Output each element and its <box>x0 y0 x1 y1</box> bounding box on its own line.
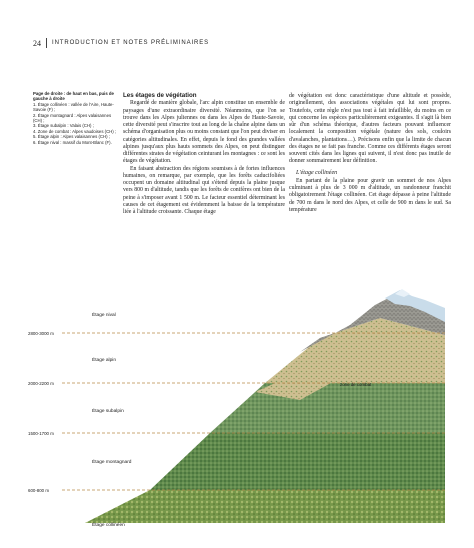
caption-title: Page de droite : de haut en bas, puis de gauche à droite <box>33 91 114 102</box>
caption-item: 6. Étage nival : massif du Mont-Blanc (F). <box>33 139 112 145</box>
zone-label-nival: Étage nival <box>92 313 116 318</box>
body-paragraph: de végétation est donc caractéristique d'une altitude et possède, originellement, des associations végétales qui lui sont propres. Toutefois, cette règle n'est pas tout à fait infaillible, du moins en ce qui concerne les espèces particulièrement exigeantes. Il s'agit là bien sûr d'un schéma théorique, d'autres facteurs pouvant influencer localement la composition végétale (nature des sols, couloirs d'avalanches, plantations…). Précisons enfin que la limite de chacun des étages ne se fait pas franche. Comme ces différents étages seront souvent cités dans les lignes qui suivent, il n'est donc pas inutile de donner sommairement leur définition. <box>289 93 451 165</box>
altitude-label: 1500-1700 m <box>28 431 54 436</box>
body-paragraph: En partant de la plaine pour gravir un sommet de nos Alpes culminant à plus de 3 000 m d'altitude, un randonneur franchit obligatoirement l'étage collinéen. Cet étage dépasse à peine l'altitude de 700 m dans le nord des Alpes, et celle de 900 m dans le sud. Sa température <box>289 177 451 213</box>
zone-label-collineen: Étage collinéen <box>92 523 125 528</box>
page-number: 24 <box>33 38 41 48</box>
body-paragraph: En faisant abstraction des régions soumises à de fortes influences humaines, on remarque, par exemple, que les forêts caducifoliées occupent un domaine altitudinal qui s'étend depuis la plaine jusque vers 800 m d'altitude, tandis que les forêts de conifères ont bien de la peine à s'imposer avant 1 500 m. Le facteur essentiel déterminant les causes de cet étagement est évidemment la baisse de la température liée à l'altitude croissante. Chaque étage <box>123 165 285 215</box>
zone-label-subalpin: Étage subalpin <box>92 409 124 414</box>
body-paragraph: Regardé de manière globale, l'arc alpin constitue un ensemble de paysages d'une extraordinaire diversité. Néanmoins, que l'on se trouve dans les Alpes juliennes ou dans les Alpes de Haute-Savoie, cette diversité peut s'inscrire tout au long de la chaîne alpine dans un schéma d'organisation plus ou moins constant que l'on peut diviser en catégories altitudinales. En effet, depuis le fond des grandes vallées alpines jusqu'aux plus hauts sommets des Alpes, on peut distinguer différentes strates de végétation ceinturant les montagnes : ce sont les étages de végétation. <box>123 100 285 165</box>
caption-item: 4. Zone de combat : Alpes vaudoises (CH) ; <box>33 128 117 134</box>
zone-label-alpin: Étage alpin <box>92 358 117 363</box>
zone-label-montagnard: Étage montagnard <box>92 460 132 465</box>
altitude-label: 600-800 m <box>28 488 49 493</box>
caption-item: 1. Étage collinéen : vallée de l'Aire, Haute-Savoie (F) ; <box>33 101 114 113</box>
caption-item: 5. Étage alpin : Alpes valaisannes (CH) ; <box>33 134 110 140</box>
mountain-illustration <box>85 289 445 523</box>
altitude-label: 2000-2200 m <box>28 381 54 386</box>
section-title: Les étages de végétation <box>123 92 197 99</box>
running-head-title: INTRODUCTION ET NOTES PRÉLIMINAIRES <box>52 40 210 46</box>
caption-item: 3. Étage subalpin : Valais (CH) ; <box>33 123 94 129</box>
zone-de-combat-label: zone de combat <box>340 382 372 387</box>
altitude-label: 2800-3000 m <box>28 331 54 336</box>
subsection-title: L'étage collinéen <box>296 169 338 176</box>
caption-item: 2. Étage montagnard : Alpes valaisannes (CH) ; <box>33 112 112 124</box>
